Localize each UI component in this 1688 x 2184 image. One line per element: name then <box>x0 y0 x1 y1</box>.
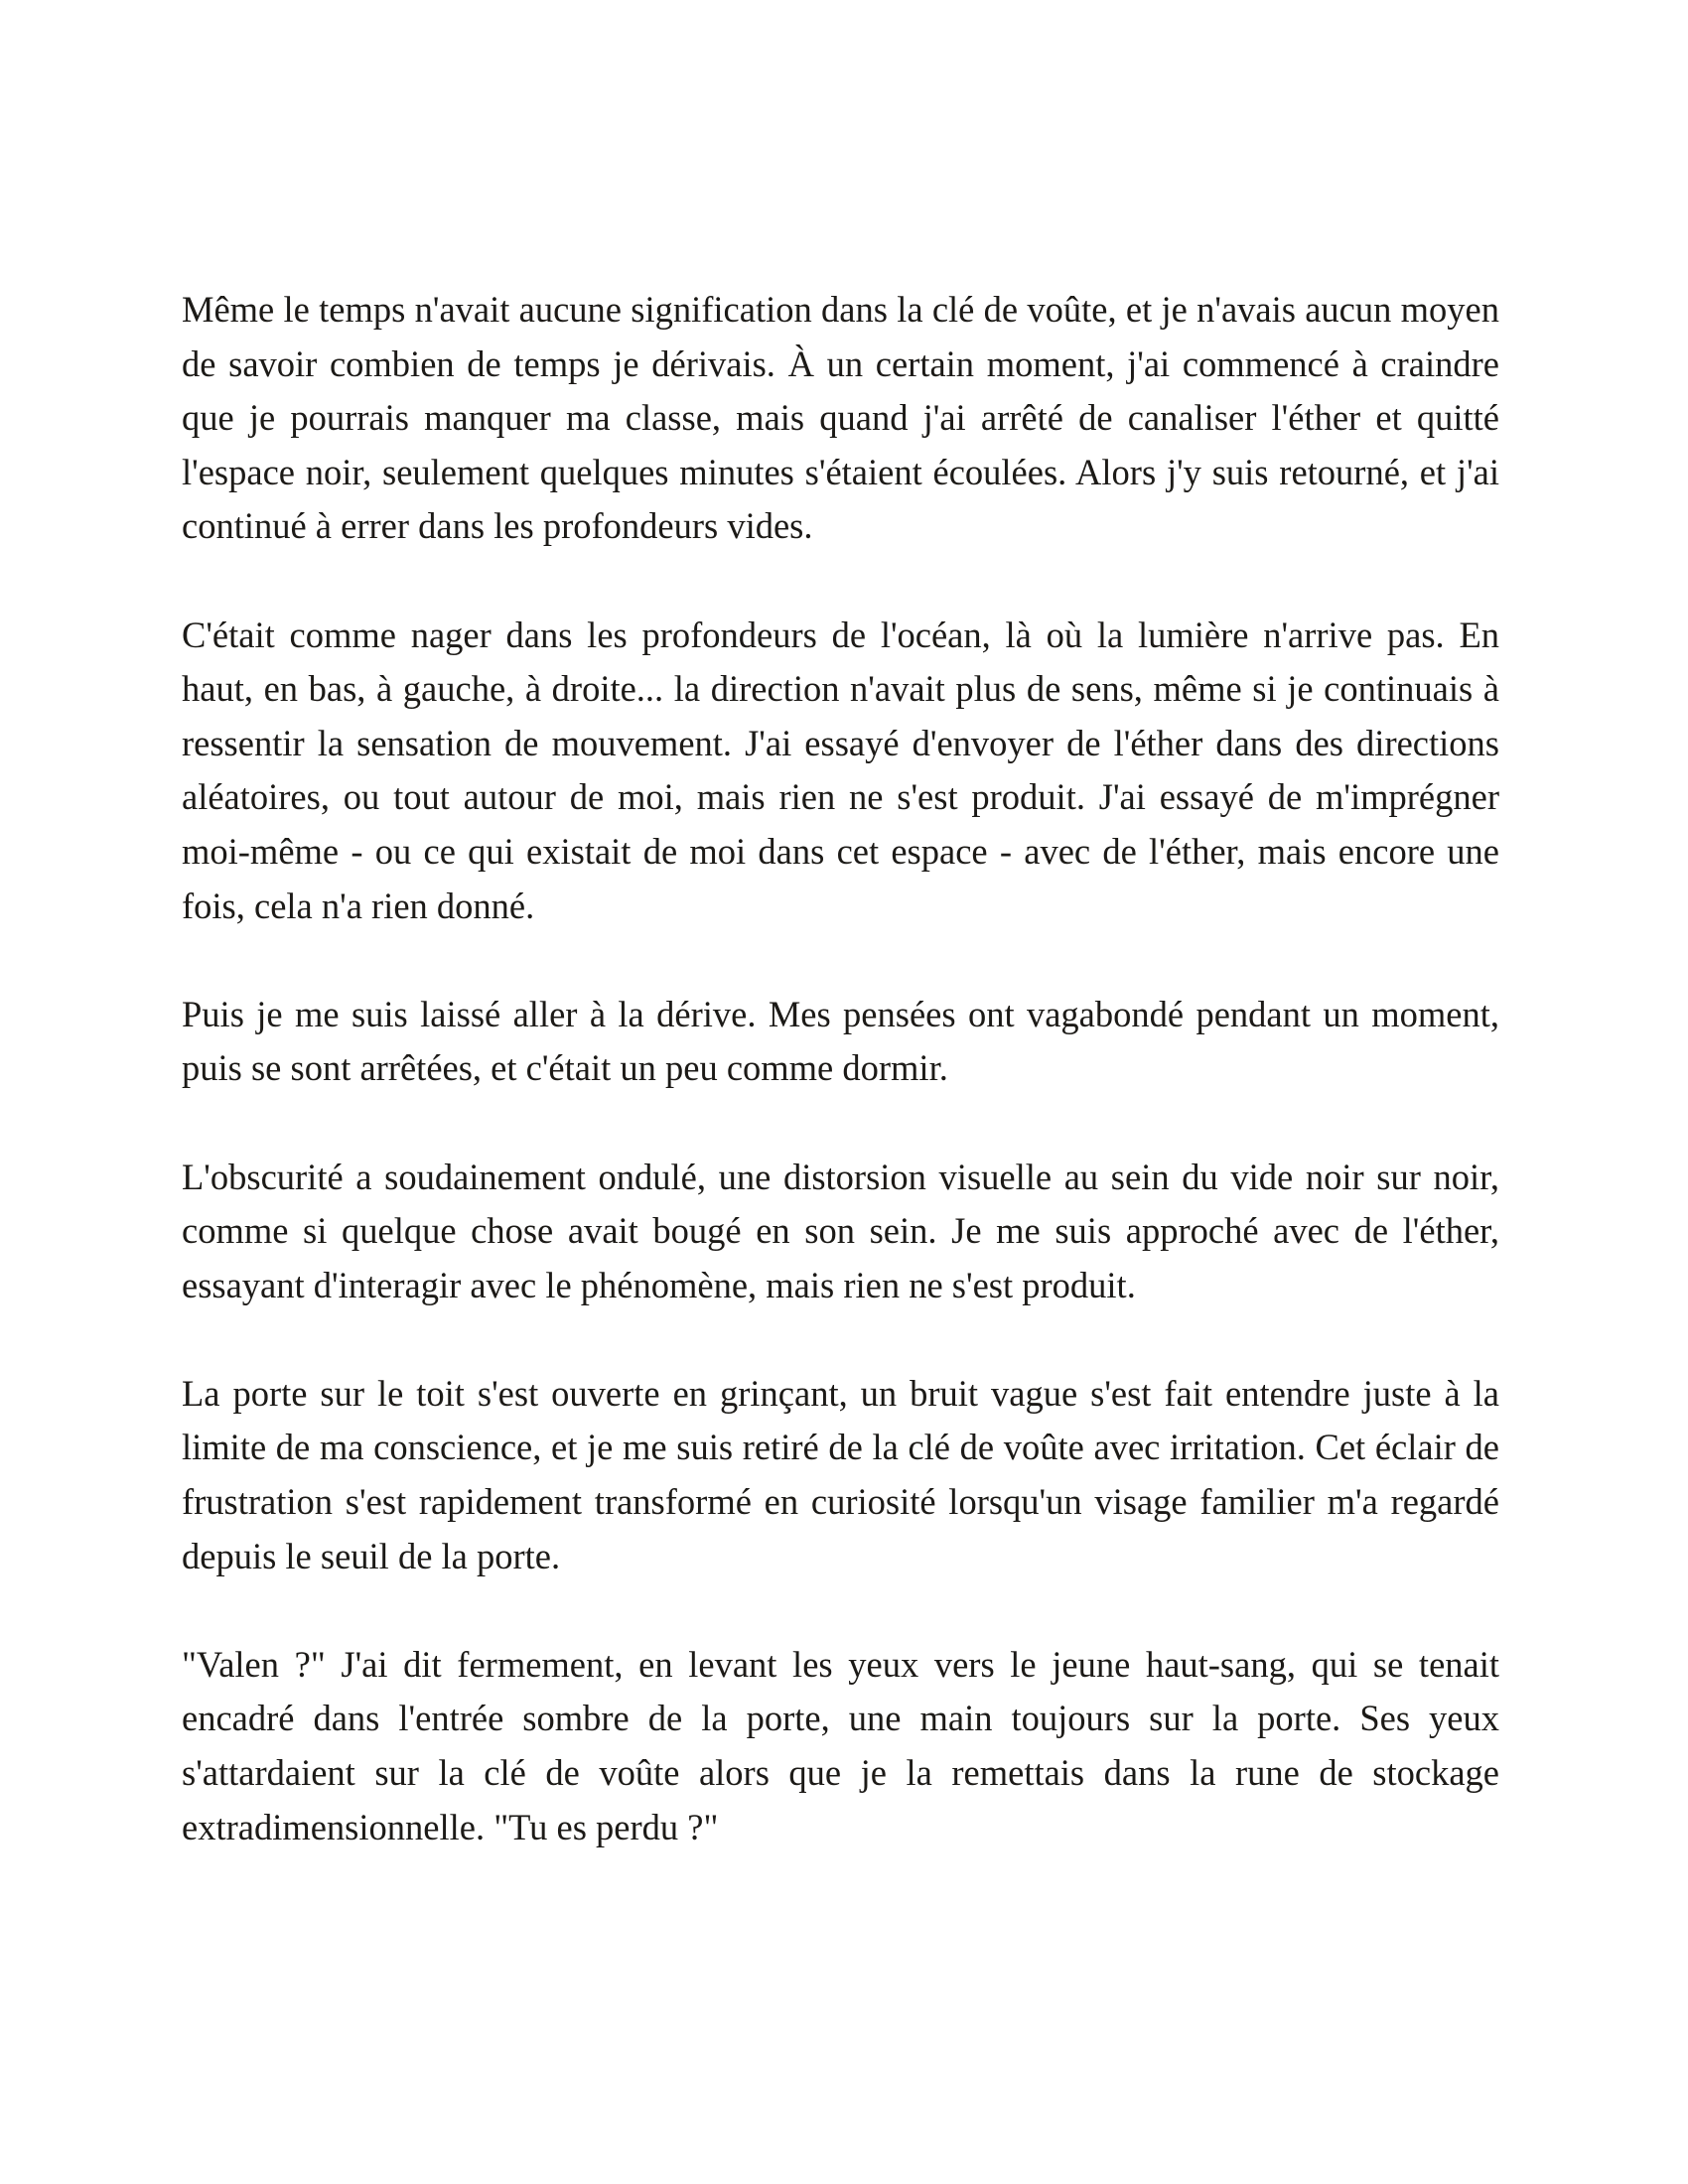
paragraph: C'était comme nager dans les profondeurs de l'océan, là où la lumière n'arrive pas. En haut, en bas, à gauche, à droite... la direction n'avait plus de sens, même si je continuais à ressentir la sensation de mouvement. J'ai essayé d'envoyer de l'éther dans des directions aléatoires, ou tout autour de moi, mais rien ne s'est produit. J'ai essayé de m'imprégner moi-même - ou ce qui existait de moi dans cet espace - avec de l'éther, mais encore une fois, cela n'a rien donné. <box>182 614 1499 926</box>
document-page <box>182 283 1499 1854</box>
paragraph: Même le temps n'avait aucune signification dans la clé de voûte, et je n'avais aucun moyen de savoir combien de temps je dérivais. À un certain moment, j'ai commencé à craindre que je pourrais manquer ma classe, mais quand j'ai arrêté de canaliser l'éther et quitté l'espace noir, seulement quelques minutes s'étaient écoulées. Alors j'y suis retourné, et j'ai continué à errer dans les profondeurs vides. <box>182 289 1499 547</box>
paragraph: Puis je me suis laissé aller à la dérive. Mes pensées ont vagabondé pendant un moment, puis se sont arrêtées, et c'était un peu comme dormir. <box>182 993 1499 1089</box>
paragraph: La porte sur le toit s'est ouverte en grinçant, un bruit vague s'est fait entendre juste à la limite de ma conscience, et je me suis retiré de la clé de voûte avec irritation. Cet éclair de frustration s'est rapidement transformé en curiosité lorsqu'un visage familier m'a regardé depuis le seuil de la porte. <box>182 1372 1499 1576</box>
paragraph: L'obscurité a soudainement ondulé, une distorsion visuelle au sein du vide noir sur noir, comme si quelque chose avait bougé en son sein. Je me suis approché avec de l'éther, essayant d'interagir avec le phénomène, mais rien ne s'est produit. <box>182 1156 1499 1305</box>
paragraph: "Valen ?" J'ai dit fermement, en levant les yeux vers le jeune haut-sang, qui se tenait encadré dans l'entrée sombre de la porte, une main toujours sur la porte. Ses yeux s'attardaient sur la clé de voûte alors que je la remettais dans la rune de stockage extradimensionnelle. "Tu es perdu ?" <box>182 1643 1499 1847</box>
